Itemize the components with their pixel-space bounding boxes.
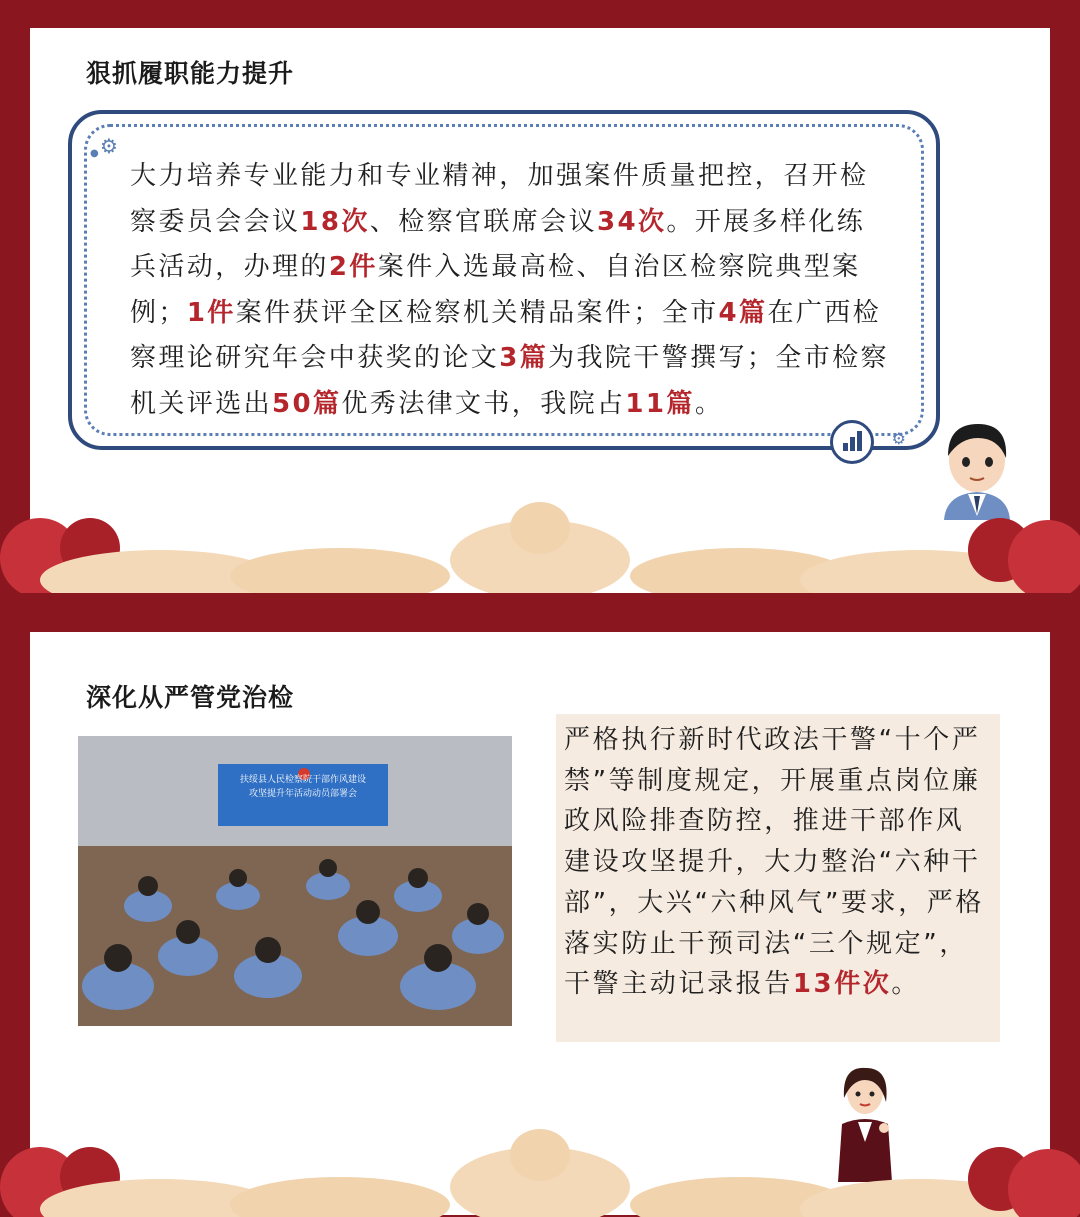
achievement-highlight: 11篇 (625, 388, 695, 419)
meeting-photo (78, 736, 512, 1026)
cloud-decoration (0, 1127, 1080, 1217)
section-two-heading: 深化从严管党治检 (86, 683, 295, 712)
discipline-text (556, 714, 1000, 1042)
achievement-text: 大力培养专业能力和专业精神，加强案件质量把控，召开检察委员会会议 (130, 161, 869, 237)
section-one-panel (30, 28, 1050, 593)
photo-banner-line-1: 扶绥县人民检察院干部作风建设 (239, 775, 366, 785)
achievement-text: 为我院干警撰写；全市检察机关评选出 (130, 343, 889, 419)
discipline-text: 。 (891, 969, 921, 1000)
achievement-text: 案件入选最高检、自治区检察院典型案例； (130, 252, 861, 328)
discipline-highlight: 13件次 (792, 969, 892, 1000)
section-one-heading: 狠抓履职能力提升 (86, 59, 295, 88)
achievement-text: 。 (694, 388, 724, 419)
achievement-text: 在广西检察理论研究年会中获奖的论文 (130, 297, 882, 373)
achievement-highlight: 34次 (597, 206, 667, 237)
achievement-highlight: 50篇 (272, 388, 342, 419)
achievement-text: 。开展多样化练兵活动，办理的 (130, 206, 866, 282)
section-two-panel (30, 632, 1050, 1215)
achievement-card (68, 110, 940, 450)
achievement-highlight: 1件 (186, 297, 236, 328)
gear-icon: ⚙ (100, 134, 118, 158)
achievement-text: 、检察官联席会议 (369, 206, 597, 237)
discipline-text: 严格执行新时代政法干警“十个严禁”等制度规定，开展重点岗位廉政风险排查防控，推进干部作风建设攻坚提升，大力整治“六种干部”，大兴“六种风气”要求，严格落实防止干预司法“三个规定”，干警主动记录报告 (564, 725, 985, 1000)
achievement-highlight: 3篇 (499, 343, 549, 373)
dot-icon: ● (90, 148, 99, 159)
achievement-highlight: 18次 (300, 206, 370, 237)
bar-chart-icon (830, 420, 874, 464)
gear-icon: ⚙ (891, 429, 906, 448)
achievement-highlight: 2件 (328, 252, 378, 282)
achievement-text (130, 154, 890, 427)
photo-banner-line-2: 攻坚提升年活动动员部署会 (248, 789, 357, 799)
achievement-highlight: 4篇 (718, 297, 768, 328)
achievement-text: 案件获评全区检察机关精品案件；全市 (235, 297, 719, 328)
achievement-text: 优秀法律文书，我院占 (341, 388, 626, 419)
cloud-decoration (0, 498, 1080, 593)
